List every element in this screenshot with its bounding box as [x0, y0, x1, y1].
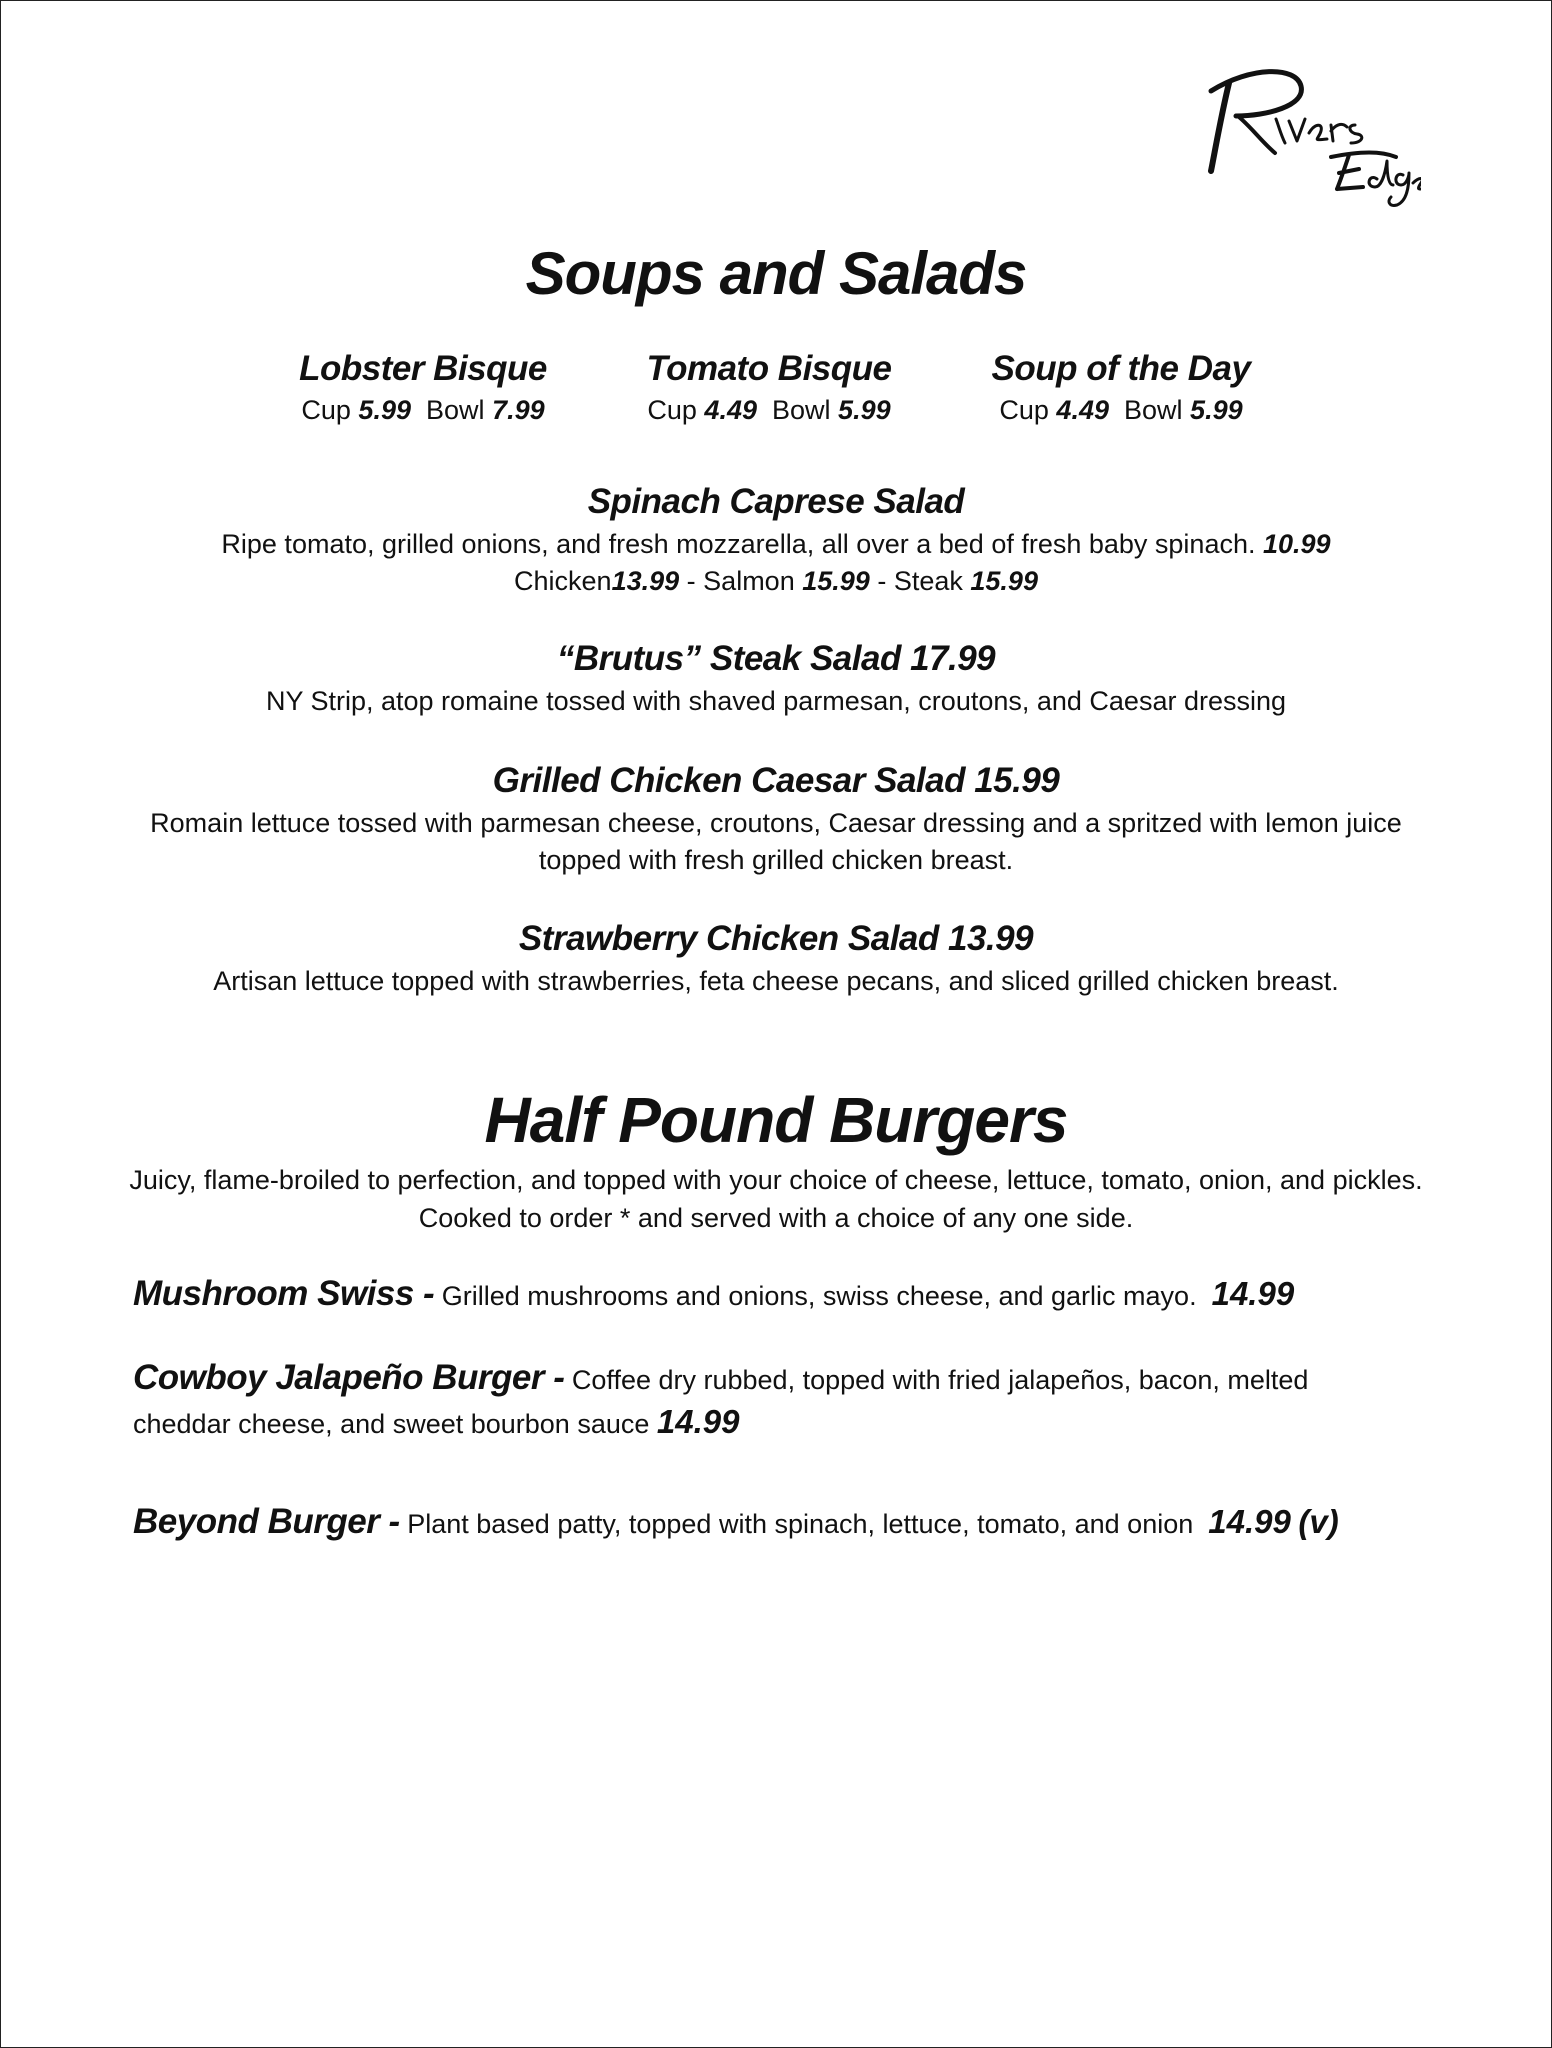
- salad-name: Spinach Caprese Salad: [587, 482, 965, 521]
- soup-prices: [951, 395, 1291, 426]
- salad-item: [111, 482, 1441, 600]
- salad-desc-text: Ripe tomato, grilled onions, and fresh mozzarella, all over a bed of fresh baby spinach.: [221, 529, 1256, 559]
- cup-label: Cup: [999, 395, 1049, 425]
- burger-price: 14.99: [1211, 1275, 1295, 1312]
- cup-label: Cup: [301, 395, 351, 425]
- bowl-price: 7.99: [492, 395, 545, 425]
- soup-item: [951, 349, 1291, 426]
- cup-price: 5.99: [358, 395, 411, 425]
- bowl-price: 5.99: [1190, 395, 1243, 425]
- soup-item: [263, 349, 583, 426]
- burger-description: Coffee dry rubbed, topped with fried jalapeños, bacon, melted cheddar cheese, and sweet bourbon sauce: [133, 1365, 1309, 1439]
- salad-name: Strawberry Chicken Salad 13.99: [518, 919, 1034, 958]
- burger-price: 14.99: [1208, 1503, 1291, 1540]
- addon-steak-price: 15.99: [970, 566, 1038, 596]
- soup-prices: [609, 395, 929, 426]
- salad-price: 10.99: [1263, 529, 1331, 559]
- burgers-intro: Juicy, flame-broiled to perfection, and topped with your choice of cheese, lettuce, tomato, onion, and pickles. Cooked to order * and served with a choice of any one side.: [129, 1165, 1423, 1233]
- half-pound-burgers-title: Half Pound Burgers: [484, 1084, 1068, 1156]
- rivers-edge-logo: [1181, 61, 1421, 211]
- burger-name: Cowboy Jalapeño Burger -: [133, 1358, 565, 1397]
- bowl-label: Bowl: [426, 395, 485, 425]
- salad-description: Artisan lettuce topped with strawberries, feta cheese pecans, and sliced grilled chicken breast.: [213, 966, 1339, 996]
- soup-name: Tomato Bisque: [646, 349, 892, 388]
- burger-name: Mushroom Swiss -: [133, 1274, 435, 1313]
- vegan-note: (v): [1298, 1503, 1339, 1540]
- burger-description: Grilled mushrooms and onions, swiss cheese, and garlic mayo.: [441, 1281, 1197, 1311]
- burger-item: [133, 1357, 1413, 1445]
- salad-description: Romain lettuce tossed with parmesan cheese, croutons, Caesar dressing and a spritzed with lemon juice topped with fresh grilled chicken breast.: [150, 808, 1402, 875]
- salad-description: [111, 526, 1441, 563]
- salad-item: [111, 639, 1441, 720]
- addon-steak-label: - Steak: [877, 566, 963, 596]
- cup-price: 4.49: [1056, 395, 1109, 425]
- addon-salmon-label: - Salmon: [686, 566, 795, 596]
- bowl-label: Bowl: [1124, 395, 1183, 425]
- burger-item: [133, 1501, 1413, 1545]
- soup-name: Lobster Bisque: [299, 349, 547, 388]
- salad-description: NY Strip, atop romaine tossed with shaved parmesan, croutons, and Caesar dressing: [265, 686, 1287, 716]
- soup-item: [609, 349, 929, 426]
- bowl-price: 5.99: [838, 395, 891, 425]
- soup-name: Soup of the Day: [991, 349, 1251, 388]
- burger-item: [133, 1273, 1413, 1317]
- soups-and-salads-title: Soups and Salads: [525, 240, 1027, 307]
- addon-chicken-label: Chicken: [514, 566, 612, 596]
- cup-price: 4.49: [704, 395, 757, 425]
- bowl-label: Bowl: [772, 395, 831, 425]
- cup-label: Cup: [647, 395, 697, 425]
- burger-price: 14.99: [656, 1403, 740, 1440]
- burger-name: Beyond Burger -: [133, 1502, 400, 1541]
- soup-prices: [263, 395, 583, 426]
- salad-item: [111, 761, 1441, 879]
- burger-description: Plant based patty, topped with spinach, lettuce, tomato, and onion: [407, 1509, 1194, 1539]
- salad-name: “Brutus” Steak Salad 17.99: [556, 639, 996, 678]
- salad-addons: [111, 563, 1441, 600]
- addon-chicken-price: 13.99: [611, 566, 680, 596]
- addon-salmon-price: 15.99: [802, 566, 870, 596]
- salad-name: Grilled Chicken Caesar Salad 15.99: [492, 761, 1060, 800]
- salad-item: [111, 919, 1441, 1000]
